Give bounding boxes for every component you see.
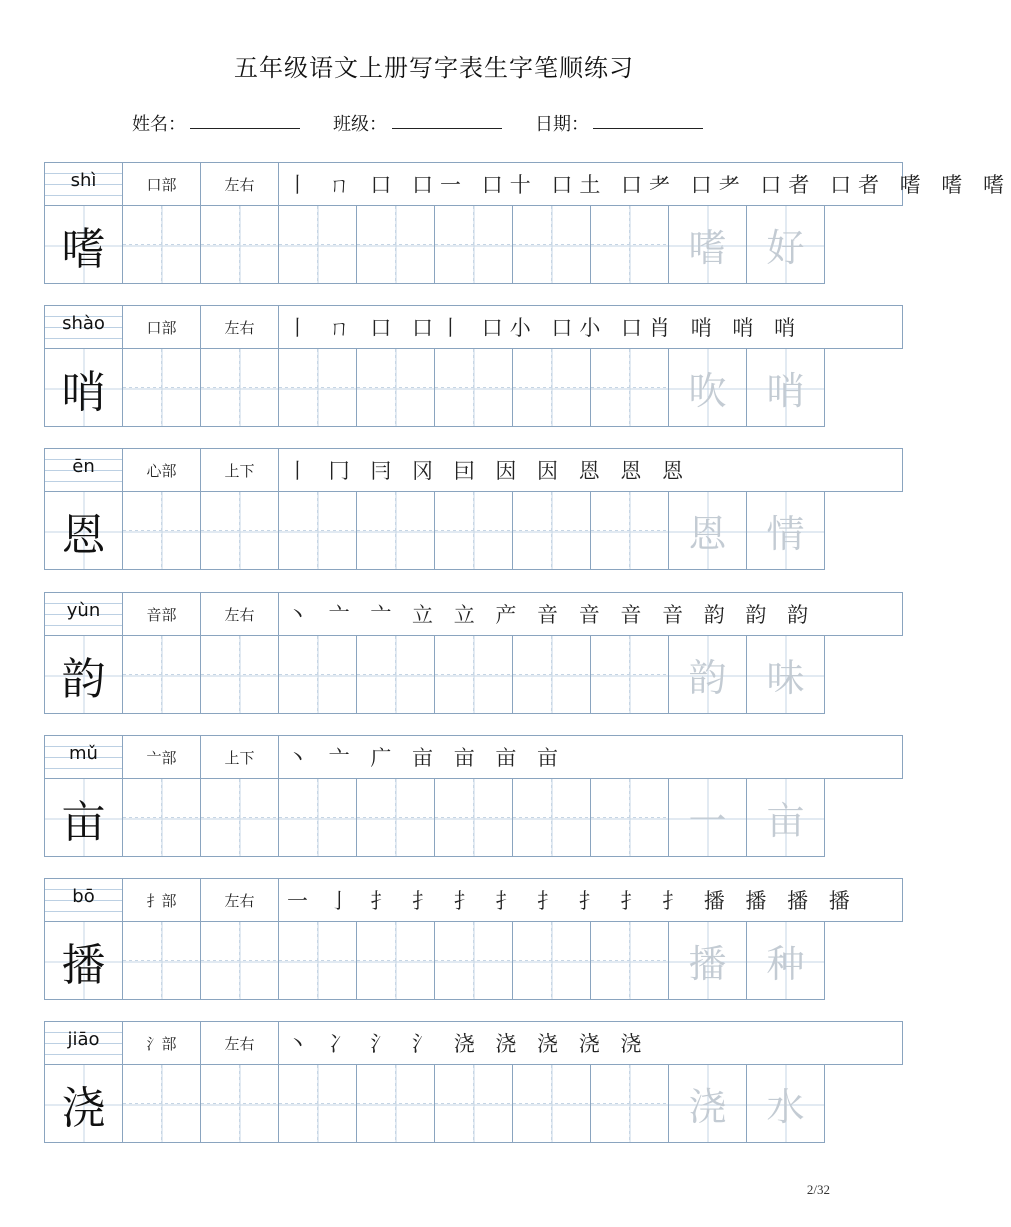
writing-cell[interactable]	[357, 1065, 435, 1143]
writing-cell[interactable]	[201, 349, 279, 427]
model-character: 浇	[45, 1065, 123, 1143]
trace-character-2[interactable]: 水	[747, 1065, 825, 1143]
writing-cell[interactable]	[435, 1065, 513, 1143]
structure: 左右	[201, 163, 279, 206]
model-character: 播	[45, 922, 123, 1000]
writing-cell[interactable]	[123, 779, 201, 857]
structure: 上下	[201, 449, 279, 492]
writing-cell[interactable]	[435, 492, 513, 570]
trace-character-2[interactable]: 种	[747, 922, 825, 1000]
pinyin: yùn	[66, 600, 101, 621]
radical: 心部	[123, 449, 201, 492]
character-block	[44, 592, 824, 714]
trace-character-1[interactable]: 韵	[669, 636, 747, 714]
pinyin-cell	[45, 593, 123, 636]
writing-cell[interactable]	[591, 349, 669, 427]
character-block	[44, 878, 857, 1000]
writing-cell[interactable]	[513, 349, 591, 427]
pinyin-cell	[45, 736, 123, 779]
date-blank[interactable]	[593, 128, 703, 129]
writing-cell[interactable]	[435, 349, 513, 427]
writing-cell[interactable]	[201, 492, 279, 570]
writing-cell[interactable]	[435, 206, 513, 284]
writing-cell[interactable]	[123, 349, 201, 427]
pinyin-cell	[45, 1022, 123, 1065]
writing-cell[interactable]	[357, 206, 435, 284]
page-title: 五年级语文上册写字表生字笔顺练习	[234, 54, 634, 82]
writing-cell[interactable]	[357, 922, 435, 1000]
trace-character-2[interactable]: 味	[747, 636, 825, 714]
writing-cell[interactable]	[201, 636, 279, 714]
structure: 左右	[201, 593, 279, 636]
writing-cell[interactable]	[279, 1065, 357, 1143]
writing-cell[interactable]	[435, 636, 513, 714]
trace-character-1[interactable]: 吹	[669, 349, 747, 427]
writing-cell[interactable]	[279, 922, 357, 1000]
writing-cell[interactable]	[591, 922, 669, 1000]
radical: 氵部	[123, 1022, 201, 1065]
pinyin-cell	[45, 449, 123, 492]
writing-cell[interactable]	[123, 206, 201, 284]
radical: 音部	[123, 593, 201, 636]
writing-cell[interactable]	[513, 779, 591, 857]
writing-cell[interactable]	[513, 1065, 591, 1143]
writing-cell[interactable]	[591, 1065, 669, 1143]
date-label: 日期：	[535, 114, 589, 135]
pinyin-cell	[45, 879, 123, 922]
stroke-order: 丨 ㄇ 口 口丨 口小 口小 口肖 哨 哨 哨	[279, 306, 903, 349]
model-character: 亩	[45, 779, 123, 857]
writing-cell[interactable]	[591, 206, 669, 284]
name-blank[interactable]	[190, 128, 300, 129]
writing-cell[interactable]	[513, 922, 591, 1000]
character-block	[44, 162, 1011, 284]
pinyin-cell	[45, 163, 123, 206]
writing-cell[interactable]	[513, 206, 591, 284]
trace-character-2[interactable]: 情	[747, 492, 825, 570]
stroke-order: 丨 ㄇ 口 口一 口十 口土 口耂 口耂 口者 口者 嗜 嗜 嗜	[279, 163, 903, 206]
pinyin: shì	[70, 170, 97, 191]
model-character: 恩	[45, 492, 123, 570]
writing-cell[interactable]	[435, 779, 513, 857]
class-label: 班级：	[333, 114, 387, 135]
writing-cell[interactable]	[357, 492, 435, 570]
trace-character-1[interactable]: 恩	[669, 492, 747, 570]
student-info	[0, 110, 868, 140]
stroke-order: 丶 冫 氵 氵 浇 浇 浇 浇 浇	[279, 1022, 903, 1065]
writing-cell[interactable]	[201, 1065, 279, 1143]
writing-cell[interactable]	[591, 492, 669, 570]
writing-cell[interactable]	[201, 922, 279, 1000]
writing-cell[interactable]	[201, 779, 279, 857]
writing-cell[interactable]	[279, 492, 357, 570]
trace-character-2[interactable]: 哨	[747, 349, 825, 427]
writing-cell[interactable]	[279, 349, 357, 427]
writing-cell[interactable]	[591, 779, 669, 857]
writing-cell[interactable]	[435, 922, 513, 1000]
structure: 左右	[201, 879, 279, 922]
class-blank[interactable]	[392, 128, 502, 129]
writing-cell[interactable]	[201, 206, 279, 284]
radical: 口部	[123, 163, 201, 206]
trace-character-2[interactable]: 亩	[747, 779, 825, 857]
writing-cell[interactable]	[357, 636, 435, 714]
pinyin-cell	[45, 306, 123, 349]
writing-cell[interactable]	[123, 492, 201, 570]
model-character: 嗜	[45, 206, 123, 284]
structure: 左右	[201, 306, 279, 349]
stroke-order: 丨 冂 冃 冈 囙 因 因 恩 恩 恩	[279, 449, 903, 492]
character-block	[44, 735, 824, 857]
pinyin: shào	[62, 313, 105, 334]
model-character: 韵	[45, 636, 123, 714]
writing-cell[interactable]	[513, 492, 591, 570]
writing-cell[interactable]	[591, 636, 669, 714]
trace-character-1[interactable]: 浇	[669, 1065, 747, 1143]
writing-cell[interactable]	[123, 1065, 201, 1143]
writing-cell[interactable]	[123, 922, 201, 1000]
trace-character-1[interactable]: 一	[669, 779, 747, 857]
stroke-order: 丶 亠 亠 立 立 产 音 音 音 音 韵 韵 韵	[279, 593, 903, 636]
radical: 扌部	[123, 879, 201, 922]
writing-cell[interactable]	[357, 779, 435, 857]
writing-cell[interactable]	[123, 636, 201, 714]
stroke-order: 丶 亠 广 亩 亩 亩 亩	[279, 736, 903, 779]
writing-cell[interactable]	[357, 349, 435, 427]
writing-cell[interactable]	[279, 206, 357, 284]
trace-character-2[interactable]: 好	[747, 206, 825, 284]
pinyin: bō	[72, 886, 95, 907]
pinyin: ēn	[72, 456, 95, 477]
trace-character-1[interactable]: 嗜	[669, 206, 747, 284]
model-character: 哨	[45, 349, 123, 427]
structure: 上下	[201, 736, 279, 779]
character-block	[44, 305, 824, 427]
writing-cell[interactable]	[279, 779, 357, 857]
writing-cell[interactable]	[513, 636, 591, 714]
name-label: 姓名：	[132, 114, 186, 135]
page-number: 2/32	[806, 1182, 830, 1197]
trace-character-1[interactable]: 播	[669, 922, 747, 1000]
radical: 亠部	[123, 736, 201, 779]
pinyin: mǔ	[69, 743, 98, 764]
radical: 口部	[123, 306, 201, 349]
character-block	[44, 1021, 824, 1143]
stroke-order: 一 亅 扌 扌 扌 扌 扌 扌 扌 扌 播 播 播 播	[279, 879, 903, 922]
writing-cell[interactable]	[279, 636, 357, 714]
pinyin: jiāo	[67, 1029, 100, 1050]
character-block	[44, 448, 824, 570]
structure: 左右	[201, 1022, 279, 1065]
